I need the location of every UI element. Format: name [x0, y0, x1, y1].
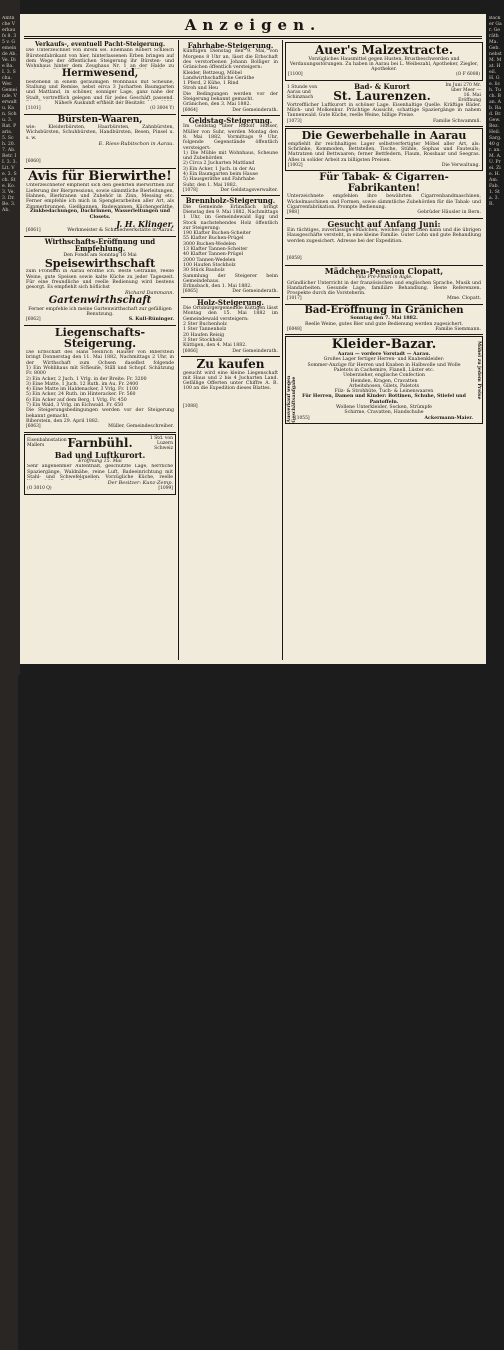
ad-list-item: 1 Pferd, 2 Kühe, 1 Rind	[183, 81, 239, 87]
ad-headline: Farnbühl.	[67, 435, 133, 450]
ad-number: [1100]	[288, 72, 303, 78]
column-2	[181, 41, 280, 661]
ad-body: Gründlicher Unterricht in der französischen und englischen Sprache, Musik und Handarbeiten. Gesunde Lage, familiäre Behandlung. Beste Referenzen. Prospekte durch die Vorsteherin.	[287, 280, 481, 297]
ad-item-list	[183, 151, 278, 183]
ad-subheading: Aarau — vordere Vorstadt — Aarau.	[337, 352, 431, 358]
ad-number: [6058]	[287, 255, 302, 261]
ad-signature: J. H. Klinger,	[116, 219, 174, 230]
column-3	[285, 41, 483, 661]
ad-headline: Gesucht auf Anfang Juni:	[327, 218, 441, 229]
ad-item-list	[26, 366, 174, 408]
ad-side-label: 1 Std. von Luzern Schweiz	[149, 435, 173, 451]
ad-list-item: 1) Ein Wohnhaus mit Scheune, Stall und Schopf. Schätzung Fr. 8000	[26, 365, 174, 377]
ad-ref: (O 3010 Q)	[27, 486, 52, 492]
ad-subheading: Bad und Luftkurort.	[54, 449, 146, 460]
ad-number: [1055]	[295, 415, 310, 421]
ad-body: Vortrefflicher Luftkurort in schöner Lage. Eisenhaltige Quelle. Kräftige Bäder. Milch- und Molkenkur. Prächtige Aussicht, schattige Spaziergänge in nahem Tannenwald. Gute Küche, reelle Weine, billige Preise.	[287, 102, 481, 119]
ad-headline: Mädchen-Pension Clopatt,	[324, 265, 444, 276]
ad-list-item: Filz- & Strohhüte, Tuch- & Leinenwaaren	[334, 389, 434, 395]
ad-list-item: 2) Circa 2 Jucharten Mattland	[183, 161, 255, 167]
ad-headline: Wirthschafts-Eröffnung und Empfehlung.	[44, 236, 156, 254]
ad-headline: Geldstag-Steigerung.	[188, 116, 273, 126]
ad-body: Die Unterzeichnet von ihrem sel. Ehemann Robert Schleich Bürstenfabrikant von hier, hinterlassenen Erben bringen auf dem Wege der öffentlichen Steigerung ihr Bürsten- und Wohnhaus hinter dem Zeughaus Nr. 1 an der Halde zu	[26, 48, 174, 70]
ad-body: Reelle Weine, gutes Bier und gute Bedienung werden zugesichert.	[304, 321, 464, 327]
ad-holz-steigerung	[181, 298, 280, 357]
column-divider-2	[282, 40, 283, 660]
ad-list-item: 7) Ein Wald, 3 Vrlg. im Eichwald. Fr. 650	[26, 403, 124, 409]
ad-headline: Für Tabak- & Cigarren-Fabrikanten!	[319, 172, 449, 194]
right-neighbor-text: Bäcker Gar. Geräth Ma. Geb. nebst M. Mat. Heil. H. Ge. lich. Tuch. Ban. Ab. Rad. Br. Gew. Bez. Heil. Sarg. 40 gr. an. M. A. U. Prei. Zie. H. Am. Fab. 1. Sta. 3. R.	[489, 16, 502, 207]
ad-headline: Fahrhabe-Steigerung.	[187, 41, 274, 50]
ad-headline: Holz-Steigerung.	[197, 297, 264, 307]
ad-headline: Avis für Bierwirthe!	[28, 168, 172, 184]
ad-wirthschafts-eroeffnung	[24, 237, 176, 326]
ad-list-item: 4) Eine Matte im Haldenacker, 3 Vrlg. Fr. 1100	[26, 387, 138, 393]
ad-big-heading: Speisewirthschaft	[44, 256, 156, 270]
ad-side-text: Möbel zu jedem Preise	[476, 341, 481, 400]
ad-date: Gränichen, den 3. Mai 1882.	[183, 102, 251, 108]
ad-number: [6066]	[183, 348, 198, 354]
ad-item-list	[295, 363, 473, 395]
ad-body: Unterzeichnete empfehlen ihre bewährten Cigarrenbandmaschinen, Wickelmaschinen und Formen, sowie sämmtliche Zubehörden für die Tabak- und Cigarrenfabrikation. Prompte Bedienung.	[287, 194, 481, 210]
ad-list-item: 2 Ster Buchenholz	[183, 322, 227, 328]
ad-list-item: 20 Haufen Reisig	[183, 332, 225, 338]
ad-item-list	[183, 322, 278, 343]
ad-side-label: Eisenbahnstation Mallers	[27, 438, 67, 449]
ad-headline: Verkaufs-, eventuell Pacht-Steigerung.	[34, 41, 166, 48]
ad-number: [1078]	[183, 187, 198, 193]
ad-date: Küttigen, den 4. Mai 1882.	[183, 343, 247, 349]
ad-note: Nähere Auskunft ertheilt der Besitzer.	[54, 100, 146, 106]
ad-item-list	[183, 231, 278, 273]
ad-list-item: Arbeitshosen, Gilets, Paletots	[348, 383, 419, 389]
ad-date: Suhr, den 1. Mai 1882.	[183, 182, 238, 188]
ad-body: Für Herren, Damen und Kinder: Bottinen, Schuhe, Stiefel und Pantoffeln.	[302, 394, 466, 405]
ad-body: empfiehlt ihr reichhaltiges Lager selbstverfertigter Möbel aller Art, als: Schränke, Kommoden, Bettstellen, Tische, Stühle, Sophas und Fauteuils; Matratzen und Bettwaaren; ferner Bettfedern, Flaum, Rosshaar und Seegras. Alles in solider Arbeit zu billigsten Preisen.	[288, 141, 480, 163]
ad-list-item: 3000 Buchen-Wedelen	[183, 241, 236, 247]
ad-body: gesucht wird eine kleine Liegenschaft mit Haus und 2 bis 4 Jucharten Land. Gefällige Offerten unter Chiffre A. B. 100 an die Expedition dieses Blattes.	[183, 370, 278, 392]
ad-big-heading: Hermwesend,	[61, 68, 139, 80]
ad-gesucht	[285, 219, 483, 266]
ad-signature-line: S. Kull-Rüninger.	[128, 317, 174, 323]
column-1	[24, 41, 176, 661]
ad-number: [6064]	[183, 107, 198, 113]
ad-list-item: Stroh und Heu	[183, 86, 219, 92]
ad-headline: St. Laurenzen.	[333, 89, 431, 104]
ad-body: Ein tüchtiges, zuverlässiges Mädchen, welches gut kochen kann und die übrigen Hausgeschäfte versteht, in eine kleine Familie. Guter Lohn und gute Behandlung werden zugesichert. Adresse bei der Expedition.	[287, 228, 481, 244]
page-title: Anzeigen.	[184, 16, 322, 34]
ad-signature: Der Gemeinderath.	[232, 289, 278, 295]
ad-list-item: 3 Ster Stockholz	[183, 337, 223, 343]
ad-list-item: 6) Ein Acker auf dem Berg, 1 Vrlg. Fr. 450	[26, 397, 127, 403]
ad-list-item: Landwirthschaftliche Geräthe	[183, 75, 255, 81]
ad-subheading: Villa Pré-Fleuri in Aigle.	[355, 275, 413, 281]
ad-side-label: 1 Stunde von Aarau und Schinznach	[287, 85, 318, 101]
ad-liegenschafts-steigerung	[24, 326, 176, 433]
ad-maedchen-pension	[285, 266, 483, 305]
ad-number: [6061]	[26, 228, 41, 234]
ad-list-item: Wollene Unterkleider, Socken, Strümpfe	[336, 405, 432, 410]
ad-body: zum Frohsinn in Aarau eröffne ich. Beste Getränke, reelle Weine, gute Speisen sowie kalte Küche zu jeder Tageszeit. Für eine freundliche und reelle Bedienung wird bestens gesorgt. Es empfiehlt sich höflichst	[26, 269, 174, 291]
ad-number: [1073]	[287, 118, 302, 124]
ad-body: Die Gemeinde Erlinsbach bringt Dienstag den 9. Mai 1882, Nachmittags 1 Uhr, im Gemeindewald Egg und Stock nachstehendes Holz öffentlich zur Steigerung:	[183, 204, 278, 231]
ad-number: [6062]	[26, 317, 41, 323]
ad-list-item: 5) Ein Acker, 24 Ruth. im Hinteracker. Fr. 560	[26, 392, 136, 398]
column-divider-1	[178, 40, 179, 660]
ad-geldstag-steigerung	[181, 116, 280, 196]
ad-number: [1017]	[287, 296, 302, 302]
ad-list-item: 5) Hausgeräthe und Fahrhabe	[183, 177, 255, 183]
ad-buersten-waaren	[24, 115, 176, 169]
title-rule-thin	[24, 38, 482, 39]
ad-body: Vorzügliches Hausmittel gegen Husten, Brustbeschwerden und Verdauungsstörungen. Zu haben in Aarau bei L. Weibezahl, Apotheker, Ziegler, Apotheker.	[289, 56, 479, 73]
ad-list-item: 13 Klafter Tannen-Scheiter	[183, 247, 248, 253]
ad-verkaufs-steigerung	[24, 41, 176, 115]
ad-number: [6063]	[26, 424, 41, 430]
ad-body: bestehend in einem geräumigen Wohnhaus mit Scheune, Stallung und Remise, nebst eirca 3 Jucharten Baumgarten und Mattland, in schöner, sonniger Lage, ganz nahe der Stadt, vortrefflich gelegen und für jedes Geschäft passend.	[26, 79, 174, 101]
ad-farnbuehl	[24, 434, 176, 495]
ad-gewerbehalle	[285, 128, 483, 171]
ad-headline: Zu kaufen	[196, 356, 265, 371]
ad-number: [6060]	[26, 158, 41, 164]
ad-subheading: Eröffnung 15. Mai	[78, 459, 122, 465]
ad-body: Unterzeichneter empfiehlt sich den geehrten Bierwirthen zur Lieferung der Bierpressions, sowie sämmtliche Bierleitungen, Hahnen, Bierkranen und Zubehör in Zinn, Messing etc. Ferner empfehle ich mich in Spenglerarbeiten aller Art, als Zimmerbrunnen, Gießkannen, Badewannen, Küchengeräthe,	[26, 183, 174, 210]
ad-number: [6065]	[183, 289, 198, 295]
ad-item-list	[295, 405, 473, 416]
ad-headline: Bad-Eröffnung in Gränichen	[304, 304, 464, 316]
ad-headline: Auer's Malzextracte.	[314, 43, 454, 57]
ad-headline: Kleider-Bazar.	[331, 337, 437, 353]
ad-list-item: Hemden, Kragen, Cravatten	[350, 378, 418, 384]
ad-list-item: 3) Ein Acker, 1 Juch. in der Au	[183, 166, 255, 172]
ad-fahrhabe-steigerung	[181, 41, 280, 116]
ad-ref: (O F 6008)	[455, 72, 480, 78]
ad-body: Künftigen Dienstag den 9. Mai, von Morgens 8 Uhr an, lässt die Erbschaft des verstorbenen Johann Bolliger in Gränichen öffentlich versteigern:	[183, 49, 278, 71]
ad-side-text: Ausverkauf wegen Geschäftsaufgabe	[287, 376, 297, 423]
ad-list-item: 2) Ein Acker, 2 Juch. 1 Vrlg. in der Breite. Fr. 3200	[26, 376, 147, 382]
ad-body: wie: Kleiderbürsten, Haarbürsten, Zahnbürsten, Wichsbürsten, Schuhbürsten, Handbürsten, Besen, Pinsel u. s. w.	[26, 124, 174, 141]
left-neighbor-text: Amtliche Verkaufs 8. 35 v. Gemeinde Ab. Ve. Die Ba. I. 3. Schu. Wer. Gemeinde. Verwaltu. Kan. Schu. 3. Rat. Paris. 5. Sch. 20. 7. Ab. Betr. II. 3. 3. Lit. Ve. 3. Sch. Ste. Ko. 3. Ve. 3. Dr. Be. 3. Ab.	[2, 16, 17, 213]
ad-list-item: 100 Haufen Stockholz	[183, 262, 236, 268]
ad-body: Ferner empfehle ich meine Gartenwirthschaft zur gefälligen Benutzung.	[28, 306, 172, 318]
ad-date: Biberstein, den 29. April 1882.	[26, 418, 100, 424]
ad-signature: Der Gemeinderath.	[232, 348, 278, 354]
ad-note: Sammlung der Steigerer beim Gemeindehaus.	[183, 273, 278, 284]
ad-signature: Der Besitzer: Kunz-Zemp.	[107, 480, 173, 487]
ad-side-label: Im Juni 270 Mr. über Meer — 16. Mai Eröffnung	[445, 82, 481, 103]
ad-list-item: 190 Klafter Buchen-Scheiter	[183, 231, 251, 237]
ad-list-item: 3) Eine Matte, 1 Juch. 12 Ruth. im Au. Fr. 2400	[26, 381, 139, 387]
ad-list-item: Ueberzieher, englische Confection	[343, 373, 425, 379]
title-rule	[24, 36, 482, 37]
ad-kleider-bazar	[285, 336, 483, 424]
ad-body: Im Geldstag über Rudolf Hüsser, Müller von Suhr, werden Montag den 8. Mai 1882, Vormittags 9 Uhr, folgende Gegenstände öffentlich versteigert:	[183, 124, 278, 151]
ad-body: Die Ortsbürgergemeinde Küttigen lässt Montag den 15. Mai 1882 im Gemeindewald versteigern:	[183, 306, 278, 322]
ad-subheading: Den Fonds am Sonntag 16 Mai	[63, 252, 137, 258]
ad-number: [1002]	[288, 162, 303, 168]
ad-date: Erlinsbach, den 1. Mai 1882.	[183, 284, 252, 290]
ad-number: [6048]	[287, 326, 302, 332]
ad-subheading: Sonntag den 7. Mai 1882.	[350, 316, 418, 322]
ad-ref: (O 3004 Y)	[150, 106, 174, 112]
ad-headline: Bürsten-Waaren,	[57, 114, 143, 125]
ad-item-list	[183, 71, 278, 92]
ad-list-item: Paletots in Cachemire, Flanell, Lüster etc.	[333, 367, 435, 373]
ad-zu-kaufen	[181, 357, 280, 413]
ad-list: Zinkbedachungen, Dachrinnen, Wasserleitungen und Closets.	[29, 209, 171, 220]
ad-list-item: 55 Klafter Buchen-Prügel	[183, 236, 244, 242]
ad-signature-line: Werkmeister & Schmiedwerkstätte in Aarau.	[67, 228, 174, 234]
ad-signature: Der Gemeinderath.	[232, 107, 278, 113]
ad-list-item: Kleider, Bettzeug, Möbel	[183, 70, 242, 76]
ad-number: [988]	[287, 210, 299, 216]
ad-body: Großes Lager fertiger Herren- und Knabenkleider:	[323, 357, 445, 363]
ad-list-item: 2000 Tannen-Wedelen	[183, 257, 236, 263]
ad-signature: Ackermann-Maier.	[424, 415, 473, 421]
left-page-edge	[0, 0, 20, 675]
ad-signature: Mme. Clopatt.	[447, 296, 481, 302]
ad-auers-malzextracte	[285, 42, 483, 81]
ad-headline: Brennholz-Steigerung.	[185, 196, 276, 206]
ad-note: Die Bedingungen werden vor der Steigerung bekannt gemacht.	[183, 91, 278, 103]
ad-signature: Familie Schwammli.	[433, 118, 481, 124]
ad-big-heading: Gartenwirthschaft	[48, 295, 152, 307]
ad-bad-eroeffnung	[285, 305, 483, 336]
ad-list-item: 1) Die Mühle mit Wohnhaus, Scheune und Zubehörden	[183, 150, 278, 162]
ad-number: [1088]	[183, 403, 198, 409]
ad-signature: Der Geldstagsverwalter.	[220, 187, 278, 193]
ad-avis-bierwirthe	[24, 169, 176, 237]
ad-signature: Müller, Gemeindeschreiber.	[108, 424, 174, 430]
ad-body: Sehr angenehmer Aufenthalt, geschützte Lage, herrliche Spaziergänge, Waldnähe, reine Luft, Badeeinrichtung mit Stahl- und Schwefelquellen. Vorzügliche Küche, reelle	[27, 464, 173, 480]
ad-headline: Die Gewerbehalle in Aarau	[301, 129, 467, 143]
ad-number: [1101]	[26, 106, 41, 112]
ad-body: Die Erbschaft des Hans Heinrich Hauser von Biberstein bringt Donnerstag den 11. Mai 1882, Nachmittags 2 Uhr, in der Wirthschaft zum Ochsen daselbst folgende	[26, 349, 174, 366]
ad-signature: Familie Siemmann.	[435, 326, 481, 332]
ad-number: [1099]	[158, 486, 173, 492]
ad-list-item: 4) Ein Baumgarten beim Hause	[183, 172, 258, 178]
ad-list-item: 30 Stück Bauholz	[183, 268, 225, 274]
ad-note: Die Steigerungsbedingungen werden vor der Steigerung bekannt gemacht.	[26, 408, 174, 419]
newspaper-page	[20, 14, 486, 664]
ad-signature: E. Riess-Rubitschon in Aarau.	[98, 140, 174, 147]
ad-subheading: Bad- & Kurort	[354, 81, 410, 91]
ad-tabak-cigarren	[285, 172, 483, 218]
ad-list-item: Schirme, Cravatten, Handschuhe	[344, 410, 424, 416]
ad-signature: Richard Dammann.	[124, 290, 174, 297]
ad-list-item: 40 Klafter Tannen-Prügel	[183, 252, 244, 258]
ad-st-laurenzen	[285, 82, 483, 127]
ad-brennholz-steigerung	[181, 196, 280, 298]
ad-signature: Gebrüder Häusler in Bern.	[417, 210, 481, 216]
ad-list-item: 1 Ster Tannenholz	[183, 327, 227, 333]
ad-list-item: Sommer-Anzüge für Herren und Knaben in Halbwolle und Wolle	[307, 362, 461, 368]
ad-signature: Die Verwaltung.	[441, 162, 480, 168]
ad-headline: Liegenschafts-Steigerung.	[54, 325, 146, 351]
